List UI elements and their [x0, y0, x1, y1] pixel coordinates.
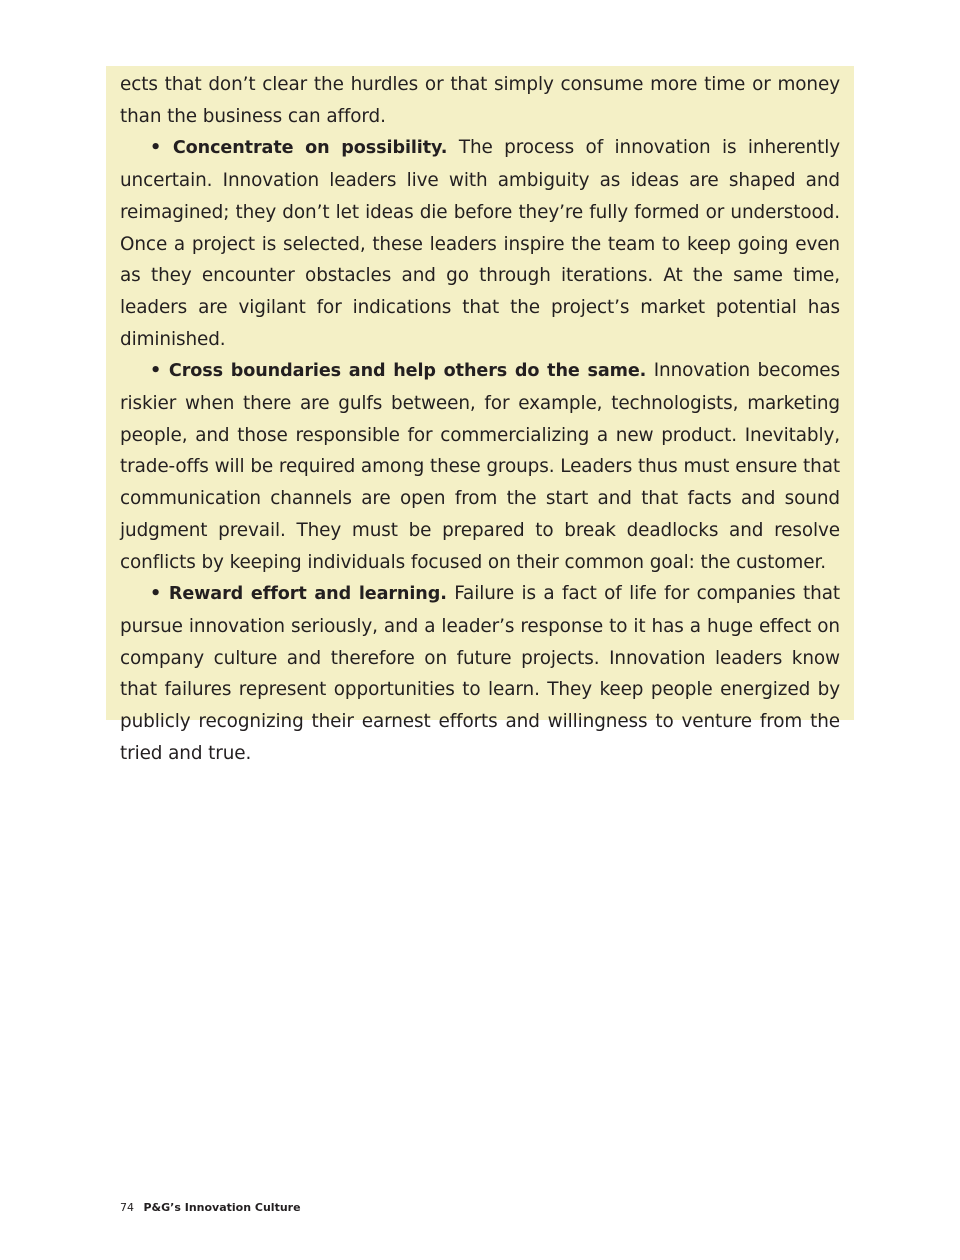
bullet-text: The process of innovation is inherently uncertain. Innovation leaders live with ambiguity as ideas are shaped and reimagined; they don’t let ideas die before they’re fully formed or understood. Once a project is selected, these leaders inspire the team to keep going even as they encounter obstacles and go through iterations. At the same time, leaders are vigilant for indications that the project’s market potential has diminished. — [120, 137, 840, 350]
bullet-lead: • Cross boundaries and help others do the same. — [150, 361, 647, 382]
page-number: 74 — [120, 1201, 134, 1214]
continuation-paragraph: ects that don’t clear the hurdles or that simply consume more time or money than the business can afford. — [120, 74, 840, 127]
sidebar-box — [106, 66, 854, 764]
bullet-cross-boundaries — [120, 355, 840, 578]
running-title: P&G’s Innovation Culture — [143, 1201, 301, 1214]
bullet-text: Failure is a fact of life for companies that pursue innovation seriously, and a leader’s response to it has a huge effect on company culture and therefore on future projects. Innovation leaders know that failures represent opportunities to learn. They keep people energized by publicly recognizing their earnest efforts and willingness to venture from the tried and true. — [120, 583, 840, 764]
bullet-text: Innovation becomes riskier when there are gulfs between, for example, technologists, marketing people, and those responsible for commercializing a new product. Inevitably, trade-offs will be required among these groups. Leaders thus must ensure that communication channels are open from the start and that facts and sound judgment prevail. They must be prepared to break deadlocks and resolve conflicts by keeping individuals focused on their common goal: the customer. — [120, 360, 840, 573]
bullet-lead: • Reward effort and learning. — [150, 584, 447, 605]
bullet-concentrate-on-possibility — [120, 132, 840, 355]
bullet-lead: • Concentrate on possibility. — [150, 138, 448, 159]
page-footer — [120, 1200, 301, 1216]
bullet-reward-effort — [120, 578, 840, 769]
